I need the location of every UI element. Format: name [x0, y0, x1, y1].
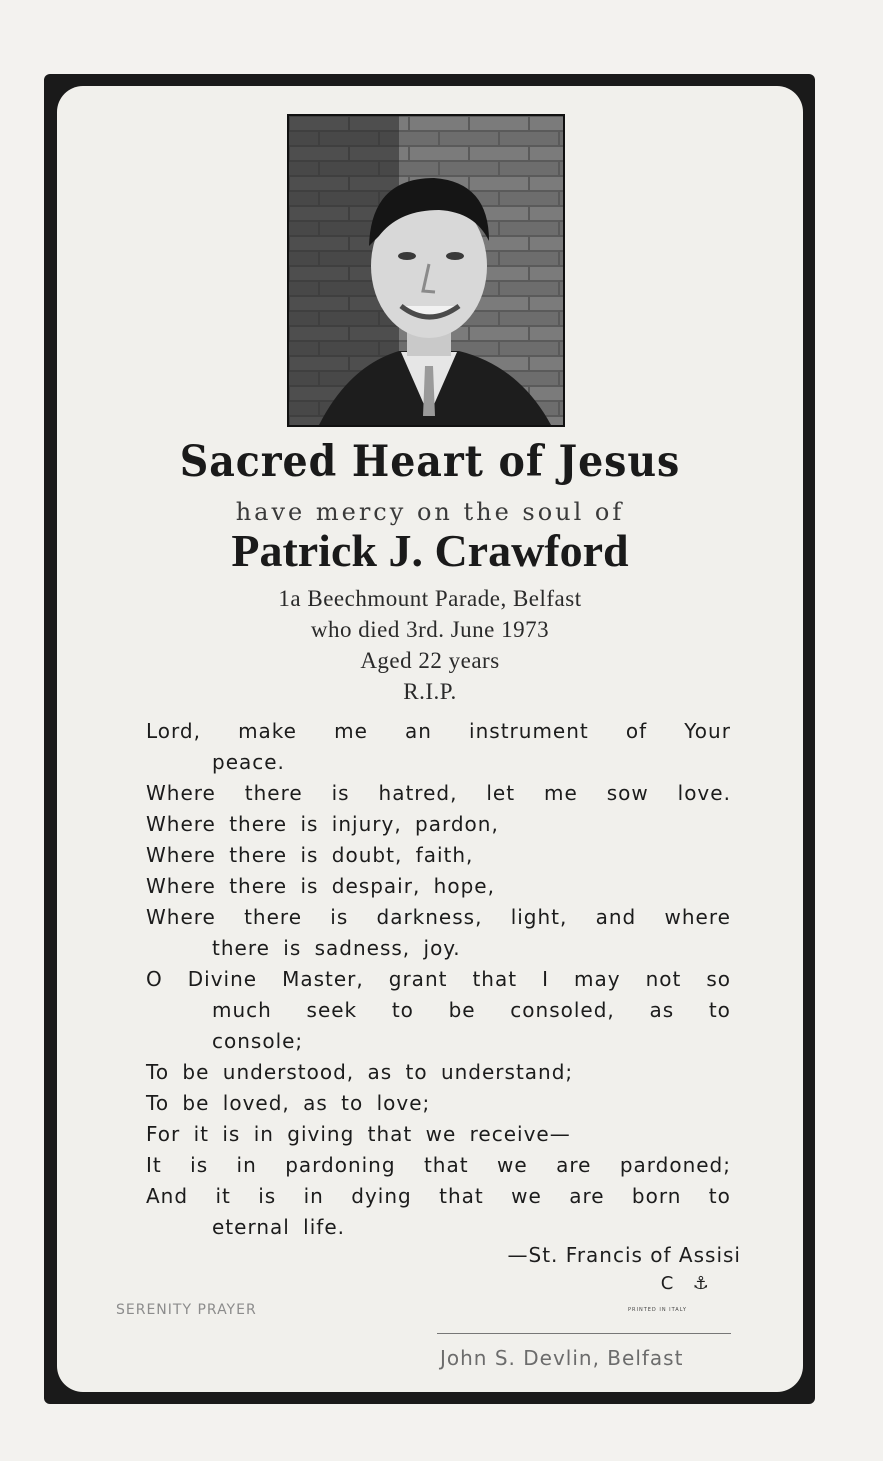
deceased-name: Patrick J. Crawford: [231, 525, 629, 576]
prayer-line: console;: [212, 1029, 304, 1053]
series-label: SERENITY PRAYER: [116, 1302, 257, 1318]
age: Aged 22 years: [360, 648, 500, 673]
rip: R.I.P.: [403, 679, 457, 704]
portrait-photo: [287, 114, 565, 427]
prayer-line: eternal life.: [212, 1215, 345, 1239]
prayer-attribution: —St. Francis of Assisi: [507, 1243, 741, 1267]
prayer-line: It is in pardoning that we are pardoned;: [146, 1153, 731, 1177]
date-of-death: who died 3rd. June 1973: [310, 617, 550, 642]
prayer-line: To be understood, as to understand;: [146, 1060, 574, 1084]
footer-divider: [437, 1333, 731, 1334]
prayer-line: Where there is doubt, faith,: [146, 843, 474, 867]
copyright-letter: C: [660, 1273, 674, 1294]
anchor-icon: ⚓: [692, 1273, 709, 1294]
prayer-line: Where there is darkness, light, and where: [146, 905, 731, 929]
prayer-line: To be loved, as to love;: [146, 1091, 431, 1115]
mercy-line: have mercy on the soul of: [235, 498, 625, 526]
prayer-line: Where there is despair, hope,: [146, 874, 495, 898]
prayer-line: O Divine Master, grant that I may not so: [146, 967, 731, 991]
copyright-mark: [655, 1272, 725, 1298]
prayer-line: Where there is hatred, let me sow love.: [146, 781, 731, 805]
prayer-line: And it is in dying that we are born to: [146, 1184, 731, 1208]
card-title: Sacred Heart of Jesus: [179, 437, 681, 487]
prayer-line: Lord, make me an instrument of Your: [146, 719, 731, 743]
address: 1a Beechmount Parade, Belfast: [278, 586, 582, 611]
prayer-line: much seek to be consoled, as to: [212, 998, 731, 1022]
prayer-line: Where there is injury, pardon,: [146, 812, 499, 836]
prayer-line: peace.: [212, 750, 285, 774]
printed-in-italy: PRINTED IN ITALY: [628, 1307, 687, 1313]
prayer-line: there is sadness, joy.: [212, 936, 461, 960]
publisher: John S. Devlin, Belfast: [440, 1346, 684, 1370]
prayer-text: [146, 716, 731, 1243]
prayer-line: For it is in giving that we receive—: [146, 1122, 571, 1146]
